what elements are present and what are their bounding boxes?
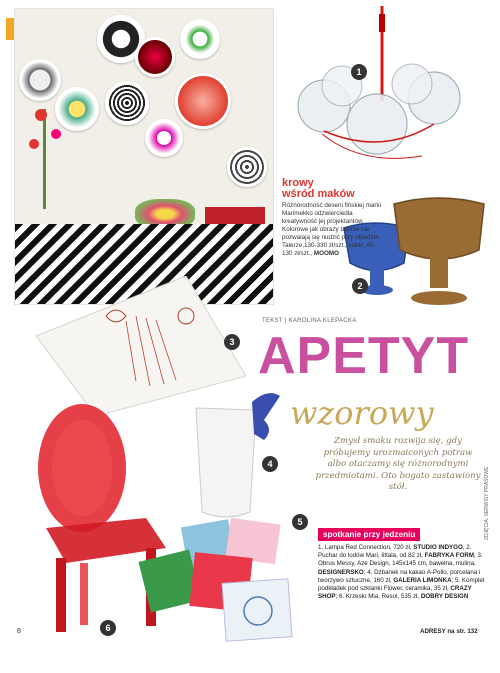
photo-credit-side: ZDJĘCIA: SERWISY PRASOWE	[484, 466, 490, 540]
intro-text: Zmysł smaku rozwija się, gdy próbujemy urozmaiconych potraw albo otaczamy się różnorodnymi przedmiotami. Oto bogato zastawiony stół.	[315, 436, 481, 492]
krowy-title-line2: wśród maków	[282, 188, 355, 200]
krowy-body-text: Różnorodność deseni fińskiej marki Marimekko odzwierciedla kreatywność jej projektantów. Kolorowe jak obrazy talerze nie pozwalają się nudzić przy obiedzie. Talerze,130-330 zł/szt., kubki, 80-130 zł/szt.,	[282, 202, 382, 257]
plate-pink	[145, 119, 183, 157]
marker-4: 4	[262, 456, 278, 472]
list-item: 5. Komplet podkładek pod szklanki Flower, ceramika, 35 zł, CRAZY SHOP;	[318, 576, 485, 601]
coasters-flower	[132, 515, 322, 643]
list-item: 4. Dzbanek na kakao A-Pollo, porcelana i tworzywo sztuczne, 160 zł, GALERIA LIMONKA;	[318, 568, 481, 584]
list-title: spotkanie przy jedzeniu	[318, 528, 420, 541]
lamp-red-connection	[282, 6, 487, 181]
product-list	[318, 544, 488, 601]
plate-white-pattern	[180, 19, 220, 59]
page-number: 8	[17, 628, 21, 635]
subheadline: wzorowy	[290, 394, 434, 432]
headline: APETYT	[258, 327, 470, 385]
krowy-source: MOOMO	[313, 250, 340, 257]
krowy-body	[282, 202, 384, 258]
krowy-title	[282, 178, 355, 200]
list-item: 2. Puchar do lodów Mari, Iittala, od 82 zł, FABRYKA FORM,	[318, 544, 478, 560]
marker-5: 5	[292, 514, 308, 530]
marker-3: 3	[224, 334, 240, 350]
plate-red-floral	[135, 37, 175, 77]
marker-2: 2	[352, 278, 368, 294]
addresses-reference: ADRESY na str. 132	[420, 628, 478, 635]
list-item: 6. Krzesło Mia, Resol, 535 zł, DOBRY DESIGN	[339, 593, 469, 601]
marker-1: 1	[351, 64, 367, 80]
plate-grey	[19, 59, 61, 101]
table-scene-photo	[14, 8, 274, 305]
plate-dots	[105, 81, 149, 125]
krowy-title-line1: krowy	[282, 177, 314, 189]
list-item: 1. Lampa Red Connection, 720 zł, STUDIO INDYGO,	[318, 544, 467, 551]
list-item: 3. Obrus Messy, Aze Design, 145x145 cm, bawełna, mulina, DESIGNERSKO;	[318, 552, 483, 576]
plate-coral	[175, 73, 231, 129]
flower-vase	[25, 109, 69, 219]
plate-grey-dots	[227, 147, 267, 187]
text-credit: TEKST | KAROLINA KLEPACKA	[262, 318, 357, 324]
marker-6: 6	[100, 620, 116, 636]
